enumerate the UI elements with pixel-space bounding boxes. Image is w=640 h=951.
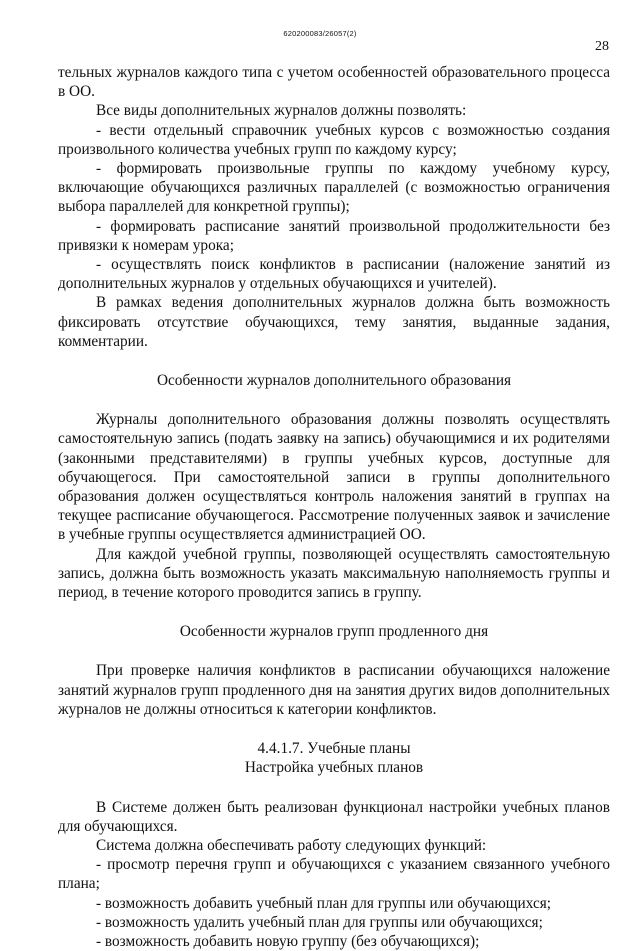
section-number-heading: 4.4.1.7. Учебные планы (257, 740, 411, 758)
page-number: 28 (595, 39, 609, 54)
list-item: - осуществлять поиск конфликтов в расписании (наложение занятий из дополнительных журналов у отдельных обучающихся и учителей). (58, 256, 610, 293)
list-item: - формировать произвольные группы по каждому учебному курсу, включающие обучающихся различных параллелей (с возможностью ограничения выбора параллелей для конкретной группы); (58, 160, 610, 216)
paragraph: В рамках ведения дополнительных журналов должна быть возможность фиксировать отсутствие обучающихся, тему занятия, выданные задания, комментарии. (58, 294, 610, 350)
list-item: - возможность добавить учебный план для группы или обучающихся; (96, 894, 552, 912)
section-heading: Настройка учебных планов (244, 759, 424, 777)
paragraph-intro: Система должна обеспечивать работу следующих функций: (96, 836, 487, 854)
document-body (58, 63, 610, 951)
list-item: - вести отдельный справочник учебных курсов с возможностью создания произвольного количества учебных групп по каждому курсу; (58, 121, 610, 158)
paragraph: В Системе должен быть реализован функционал настройки учебных планов для обучающихся. (58, 798, 610, 835)
list-item: - возможность добавить новую группу (без обучающихся); (96, 932, 480, 950)
paragraph: При проверке наличия конфликтов в расписании обучающихся наложение занятий журналов групп продленного дня на занятия других видов дополнительных журналов не должны относиться к категории конфликтов. (58, 662, 610, 718)
document-id: 620200083/26057(2) (283, 29, 357, 38)
list-item: - возможность удалить учебный план для группы или обучающихся; (96, 913, 543, 931)
list-item: - просмотр перечня групп и обучающихся с указанием связанного учебного плана; (58, 856, 610, 893)
paragraph: Журналы дополнительного образования должны позволять осуществлять самостоятельную запись (подать заявку на запись) обучающимися и их родителями (законными представителями) в группы учебных курсов, доступные для обучающегося. При самостоятельной записи в группы дополнительного образования должен осуществляться контроль наложения занятий в группах на текущее расписание обучающегося. Рассмотрение полученных заявок и зачисление в учебные группы осуществляется администрацией ОО. (58, 411, 610, 544)
paragraph: Для каждой учебной группы, позволяющей осуществлять самостоятельную запись, должна быть возможность указать максимальную наполняемость группы и период, в течение которого проводится запись в группу. (58, 545, 610, 602)
paragraph-continuation: тельных журналов каждого типа с учетом особенностей образовательного процесса в ОО. (58, 64, 610, 101)
paragraph-intro: Все виды дополнительных журналов должны позволять: (96, 102, 467, 120)
section-heading: Особенности журналов дополнительного образования (156, 372, 512, 390)
section-heading: Особенности журналов групп продленного дня (179, 623, 489, 641)
list-item: - формировать расписание занятий произвольной продолжительности без привязки к номерам урока; (58, 217, 610, 254)
